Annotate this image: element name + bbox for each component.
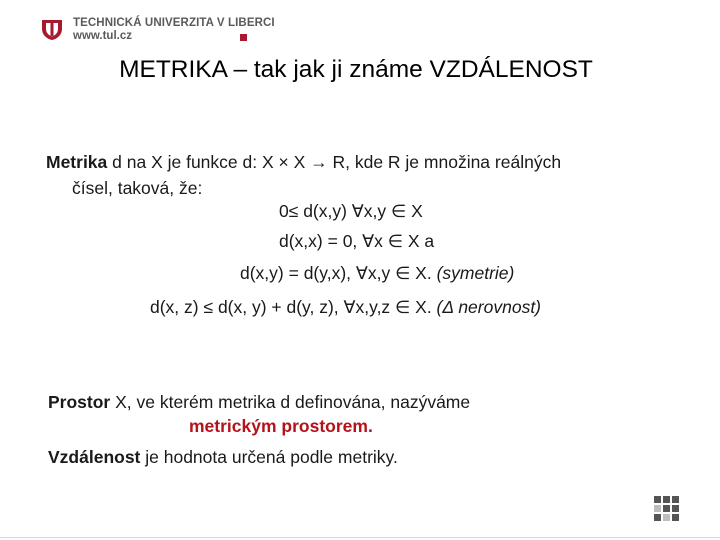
university-url[interactable]: www.tul.cz bbox=[73, 30, 132, 42]
distance-text: je hodnota určená podle metriky. bbox=[140, 447, 398, 467]
definition-line-2: čísel, taková, že: bbox=[72, 178, 203, 198]
definition-text: d na X je funkce d: X × X → R, kde R je množina reálných bbox=[107, 152, 562, 172]
definition-term: Metrika bbox=[46, 152, 108, 172]
axiom-text: d(x,x) = 0, ∀x ∈ X a bbox=[279, 231, 435, 251]
axiom-note: (symetrie) bbox=[436, 263, 515, 283]
red-square-mark bbox=[240, 34, 247, 41]
axiom-symmetry bbox=[240, 262, 514, 284]
distance-term: Vzdálenost bbox=[48, 447, 141, 467]
bottom-divider bbox=[0, 537, 720, 538]
corner-grid-decoration bbox=[654, 496, 679, 521]
space-line bbox=[48, 391, 470, 413]
metric-space-highlight: metrickým prostorem. bbox=[189, 416, 373, 436]
tul-logo-icon bbox=[40, 18, 64, 42]
university-name: TECHNICKÁ UNIVERZITA V LIBERCI bbox=[73, 17, 275, 29]
axiom-triangle-inequality bbox=[150, 296, 541, 318]
definition-line-1 bbox=[46, 151, 561, 173]
axiom-text: d(x, z) ≤ d(x, y) + d(y, z), ∀x,y,z ∈ X. bbox=[150, 297, 437, 317]
distance-line bbox=[48, 446, 398, 468]
space-text: X, ve kterém metrika d definována, nazýváme bbox=[110, 392, 471, 412]
slide-title: METRIKA – tak jak ji známe VZDÁLENOST bbox=[119, 56, 593, 83]
space-term: Prostor bbox=[48, 392, 111, 412]
axiom-text: d(x,y) = d(y,x), ∀x,y ∈ X. bbox=[240, 263, 437, 283]
axiom-nonnegativity bbox=[279, 200, 423, 222]
axiom-text: 0≤ d(x,y) ∀x,y ∈ X bbox=[279, 201, 423, 221]
axiom-note: (Δ nerovnost) bbox=[436, 297, 542, 317]
axiom-identity bbox=[279, 230, 434, 252]
